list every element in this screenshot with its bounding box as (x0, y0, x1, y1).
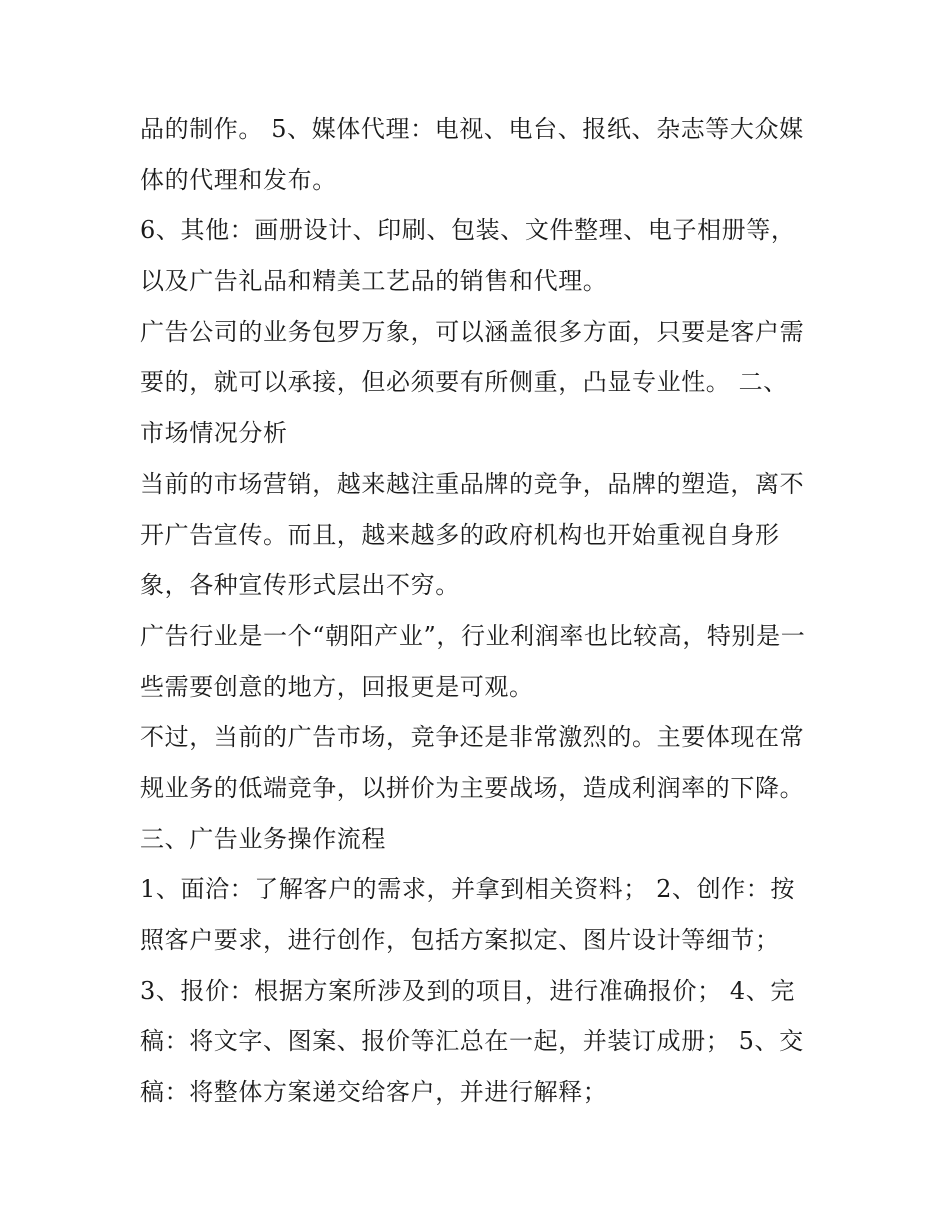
text-line: 稿：将文字、图案、报价等汇总在一起，并装订成册； 5、交 (140, 1027, 804, 1056)
text-line: 要的，就可以承接，但必须要有所侧重，凸显专业性。 二、 (140, 368, 788, 397)
text-line: 照客户要求，进行创作，包括方案拟定、图片设计等细节； (140, 926, 780, 954)
text-line: 些需要创意的地方，回报更是可观。 (140, 672, 534, 701)
text-line: 当前的市场营销，越来越注重品牌的竞争，品牌的塑造，离不 (140, 469, 805, 498)
text-line: 体的代理和发布。 (140, 165, 337, 194)
text-line: 以及广告礼品和精美工艺品的销售和代理。 (140, 267, 608, 296)
section-heading: 三、广告业务操作流程 (140, 824, 386, 853)
text-line: 规业务的低端竞争，以拼价为主要战场，造成利润率的下降。 (140, 773, 805, 802)
text-line: 1、面洽：了解客户的需求，并拿到相关资料； 2、创作：按 (140, 875, 795, 904)
text-line: 品的制作。 5、媒体代理：电视、电台、报纸、杂志等大众媒 (140, 115, 804, 143)
text-line: 3、报价：根据方案所涉及到的项目，进行准确报价； 4、完 (140, 976, 795, 1005)
text-line: 广告行业是一个“朝阳产业”，行业利润率也比较高，特别是一 (140, 621, 806, 650)
section-heading: 市场情况分析 (140, 419, 288, 448)
document-body (140, 104, 830, 1118)
text-line: 6、其他：画册设计、印刷、包装、文件整理、电子相册等， (140, 216, 796, 245)
text-line: 稿：将整体方案递交给客户，并进行解释； (140, 1078, 608, 1107)
text-line: 不过，当前的广告市场，竞争还是非常激烈的。主要体现在常 (140, 723, 805, 752)
text-line: 开广告宣传。而且，越来越多的政府机构也开始重视自身形 (140, 520, 780, 549)
text-line: 象，各种宣传形式层出不穷。 (140, 571, 460, 600)
text-line: 广告公司的业务包罗万象，可以涵盖很多方面，只要是客户需 (140, 317, 805, 346)
